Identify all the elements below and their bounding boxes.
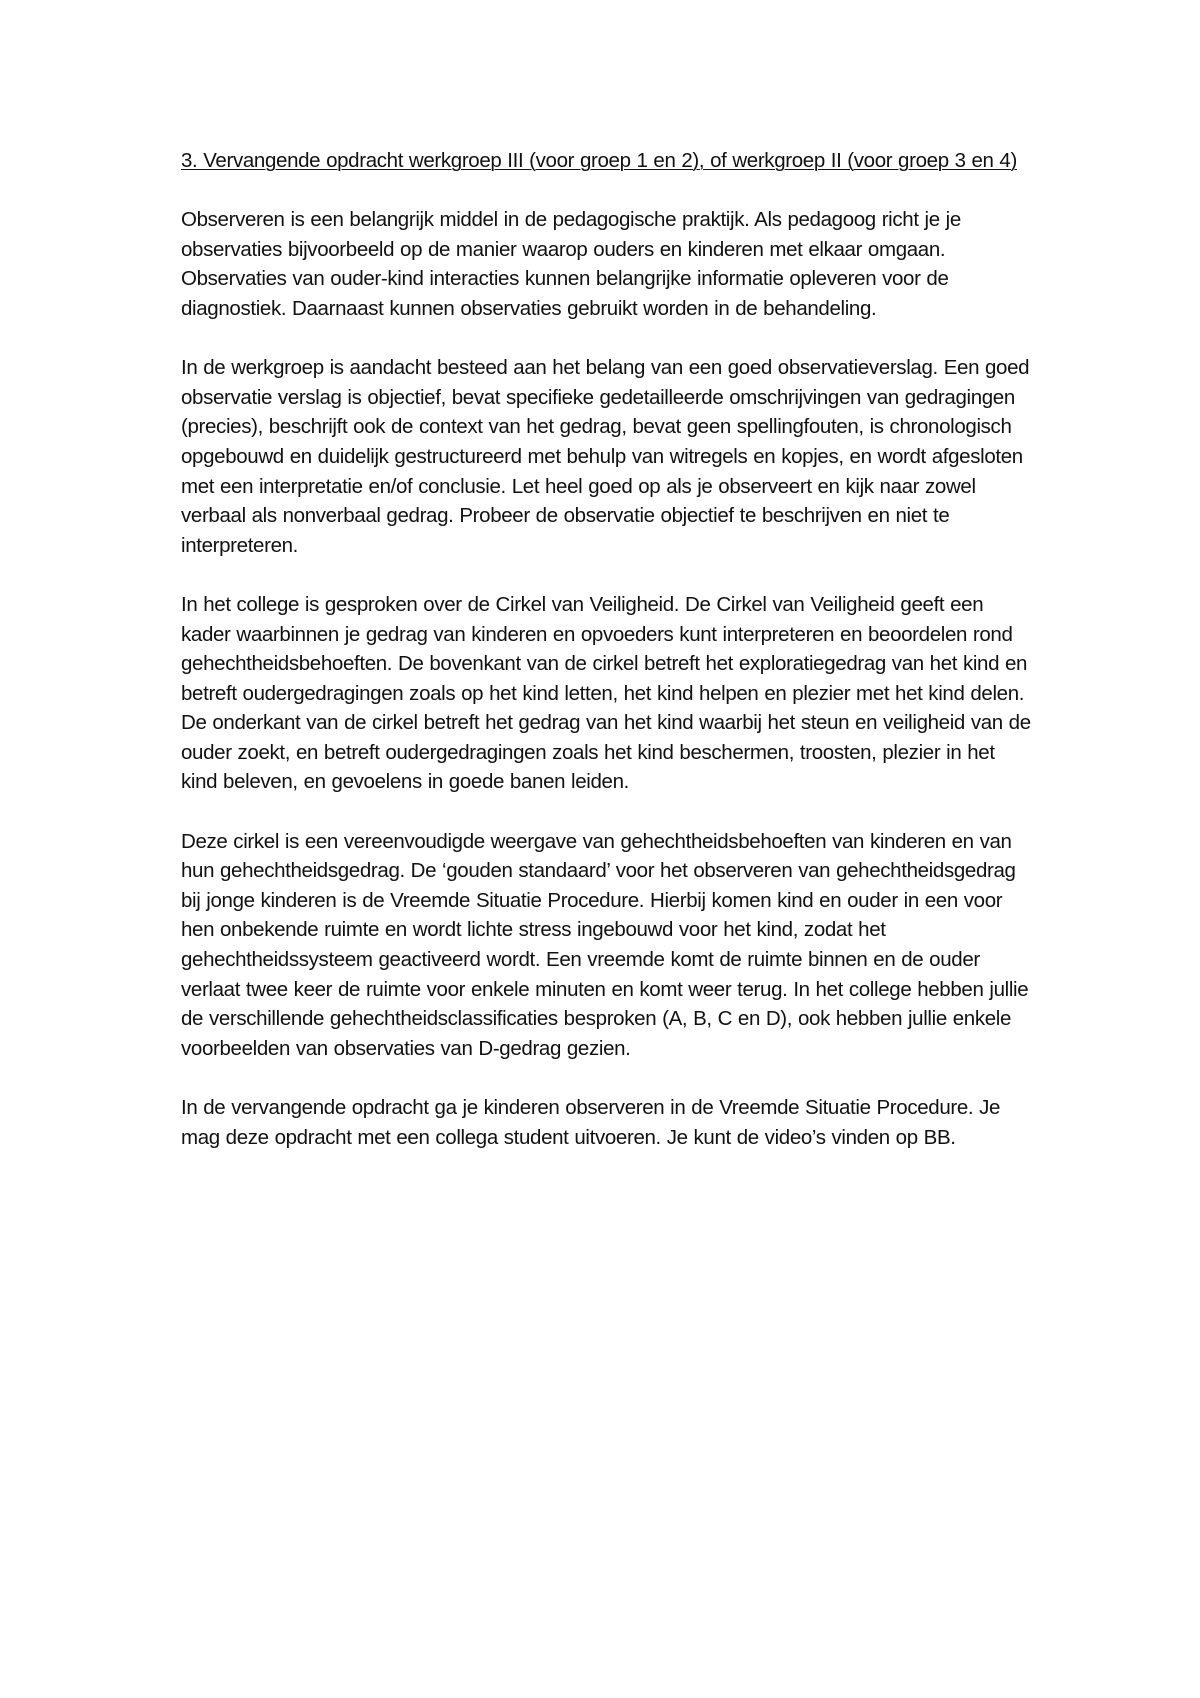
assignment-heading: 3. Vervangende opdracht werkgroep III (voor groep 1 en 2), of werkgroep II (voor groep 3 en 4) — [181, 149, 1017, 172]
paragraph-werkgroep: In de werkgroep is aandacht besteed aan het belang van een goed observatieverslag. Een goed observatie verslag is objectief, bevat specifieke gedetailleerde omschrijvingen van gedragingen (precies), beschrijft ook de context van het gedrag, bevat geen spellingfouten, is chronologisch opgebouwd en duidelijk gestructureerd met behulp van witregels en kopjes, en wordt afgesloten met een interpretatie en/of conclusie. Let heel goed op als je observeert en kijk naar zowel verbaal als nonverbaal gedrag. Probeer de observatie objectief te beschrijven en niet te interpreteren. — [181, 356, 1030, 557]
paragraph-cirkel-van-veiligheid: In het college is gesproken over de Cirkel van Veiligheid. De Cirkel van Veiligheid geeft een kader waarbinnen je gedrag van kinderen en opvoeders kunt interpreteren en beoordelen rond gehechtheidsbehoeften. De bovenkant van de cirkel betreft het exploratiegedrag van het kind en betreft oudergedragingen zoals op het kind letten, het kind helpen en plezier met het kind delen. De onderkant van de cirkel betreft het gedrag van het kind waarbij het steun en veiligheid van de ouder zoekt, en betreft oudergedragingen zoals het kind beschermen, troosten, plezier in het kind beleven, en gevoelens in goede banen leiden. — [181, 592, 1031, 794]
paragraph-vervangende-opdracht: In de vervangende opdracht ga je kinderen observeren in de Vreemde Situatie Procedure. Je mag deze opdracht met een collega student uitvoeren. Je kunt de video’s vinden op BB. — [181, 1096, 1001, 1149]
paragraph-vreemde-situatie: Deze cirkel is een vereenvoudigde weergave van gehechtheidsbehoeften van kinderen en van hun gehechtheidsgedrag. De ‘gouden standaard’ voor het observeren van gehechtheidsgedrag bij jonge kinderen is de Vreemde Situatie Procedure. Hierbij komen kind en ouder in een voor hen onbekende ruimte en wordt lichte stress ingebouwd voor het kind, zodat het gehechtheidssysteem geactiveerd wordt. Een vreemde komt de ruimte binnen en de ouder verlaat twee keer de ruimte voor enkele minuten en komt weer terug. In het college hebben jullie de verschillende gehechtheidsclassificaties besproken (A, B, C en D), ook hebben jullie enkele voorbeelden van observaties van D-gedrag gezien. — [181, 829, 1029, 1060]
document-body — [181, 146, 1031, 1152]
paragraph-observeren: Observeren is een belangrijk middel in de pedagogische praktijk. Als pedagoog richt je je observaties bijvoorbeeld op de manier waarop ouders en kinderen met elkaar omgaan. Observaties van ouder-kind interacties kunnen belangrijke informatie opleveren voor de diagnostiek. Daarnaast kunnen observaties gebruikt worden in de behandeling. — [181, 208, 961, 320]
